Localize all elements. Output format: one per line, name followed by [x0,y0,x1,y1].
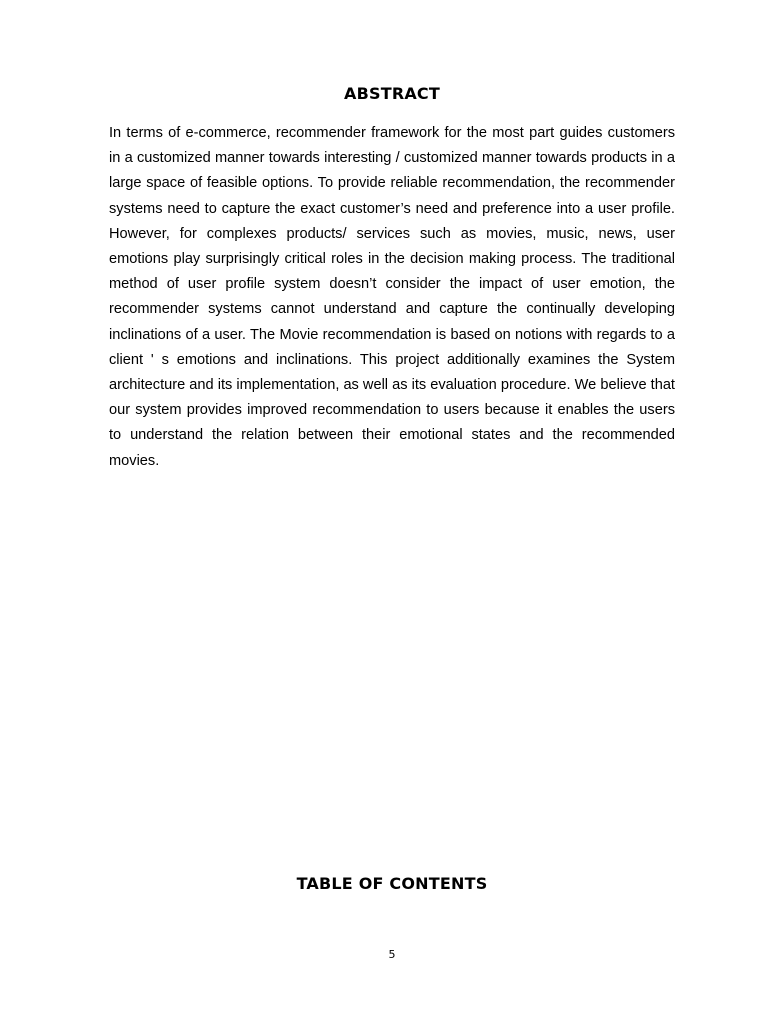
page-number: 5 [388,948,396,961]
abstract-paragraph: In terms of e-commerce, recommender framework for the most part guides customers in a customized manner towards interesting / customized manner towards products in a large space of feasible options. To provide reliable recommendation, the recommender systems need to capture the exact customer’s need and preference into a user profile. However, for complexes products/ services such as movies, music, news, user emotions play surprisingly critical roles in the decision making process. The traditional method of user profile system doesn’t consider the impact of user emotion, the recommender systems cannot understand and capture the continually developing inclinations of a user. The Movie recommendation is based on notions with regards to a client ' s emotions and inclinations. This project additionally examines the System architecture and its implementation, as well as its evaluation procedure. We believe that our system provides improved recommendation to users because it enables the users to understand the relation between their emotional states and the recommended movies. [109,125,675,469]
table-of-contents-heading: TABLE OF CONTENTS [296,874,488,893]
abstract-heading: ABSTRACT [344,84,440,103]
